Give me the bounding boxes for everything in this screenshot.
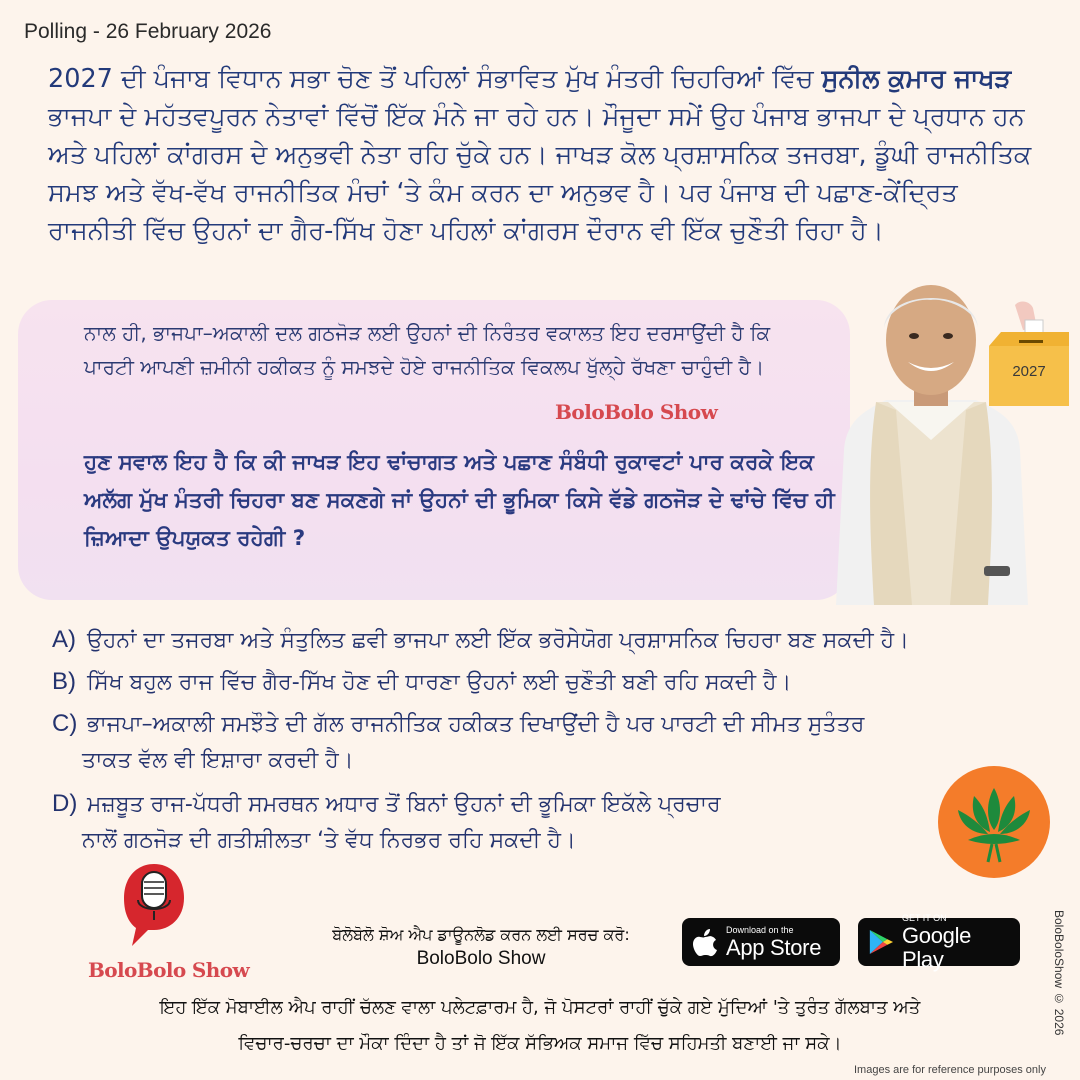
- option-text: ਉਹਨਾਂ ਦਾ ਤਜਰਬਾ ਅਤੇ ਸੰਤੁਲਿਤ ਛਵੀ ਭਾਜਪਾ ਲਈ ਇੱਕ ਭਰੋਸੇਯੋਗ ਪ੍ਰਸ਼ਾਸਨਿਕ ਚਿਹਰਾ ਬਣ ਸਕਦੀ ਹੈ।: [87, 628, 909, 653]
- option-letter: B): [52, 668, 76, 695]
- intro-rest: ਭਾਜਪਾ ਦੇ ਮਹੱਤਵਪੂਰਨ ਨੇਤਾਵਾਂ ਵਿੱਚੋਂ ਇੱਕ ਮੰਨੇ ਜਾ ਰਹੇ ਹਨ। ਮੌਜੂਦਾ ਸਮੇਂ ਉਹ ਪੰਜਾਬ ਭਾਜਪਾ ਦੇ ਪ੍ਰਧਾਨ ਹਨ ਅਤੇ ਪਹਿਲਾਂ ਕਾਂਗਰਸ ਦੇ ਅਨੁਭਵੀ ਨੇਤਾ ਰਹਿ ਚੁੱਕੇ ਹਨ। ਜਾਖੜ ਕੋਲ ਪ੍ਰਸ਼ਾਸਨਿਕ ਤਜਰਬਾ, ਡੂੰਘੀ ਰਾਜਨੀਤਿਕ ਸਮਝ ਅਤੇ ਵੱਖ-ਵੱਖ ਰਾਜਨੀਤਿਕ ਮੰਚਾਂ ‘ਤੇ ਕੰਮ ਕਰਨ ਦਾ ਅਨੁਭਵ ਹੈ। ਪਰ ਪੰਜਾਬ ਦੀ ਪਛਾਣ-ਕੇਂਦ੍ਰਿਤ ਰਾਜਨੀਤੀ ਵਿੱਚ ਉਹਨਾਂ ਦਾ ਗੈਰ-ਸਿੱਖ ਹੋਣਾ ਪਹਿਲਾਂ ਕਾਂਗਰਸ ਦੌਰਾਨ ਵੀ ਇੱਕ ਚੁਣੌਤੀ ਰਿਹਾ ਹੈ।: [48, 102, 1032, 246]
- option-text-cont: ਨਾਲੋਂ ਗਠਜੋੜ ਦੀ ਗਤੀਸ਼ੀਲਤਾ ‘ਤੇ ਵੱਧ ਨਿਰਭਰ ਰਹਿ ਸਕਦੀ ਹੈ।: [82, 828, 576, 853]
- brand-logo-text: BoloBolo Show: [88, 958, 250, 982]
- option-a[interactable]: [52, 622, 1042, 659]
- option-letter: D): [52, 790, 78, 817]
- option-d[interactable]: [52, 786, 1042, 859]
- intro-lead: 2027 ਦੀ ਪੰਜਾਬ ਵਿਧਾਨ ਸਭਾ ਚੋਣ ਤੋਂ ਪਹਿਲਾਂ ਸੰਭਾਵਿਤ ਮੁੱਖ ਮੰਤਰੀ ਚਿਹਰਿਆਂ ਵਿੱਚ: [48, 64, 822, 94]
- poll-question: ਹੁਣ ਸਵਾਲ ਇਹ ਹੈ ਕਿ ਕੀ ਜਾਖੜ ਇਹ ਢਾਂਚਾਗਤ ਅਤੇ ਪਛਾਣ ਸੰਬੰਧੀ ਰੁਕਾਵਟਾਂ ਪਾਰ ਕਰਕੇ ਇਕ ਅਲੱਗ ਮੁੱਖ ਮੰਤਰੀ ਚਿਹਰਾ ਬਣ ਸਕਣਗੇ ਜਾਂ ਉਹਨਾਂ ਦੀ ਭੂਮਿਕਾ ਕਿਸੇ ਵੱਡੇ ਗਠਜੋੜ ਦੇ ਢਾਂਚੇ ਵਿੱਚ ਹੀ ਜ਼ਿਆਦਾ ਉਪਯੁਕਤ ਰਹੇਗੀ ?: [84, 450, 835, 551]
- brand-watermark: BoloBolo Show: [555, 400, 718, 424]
- bjp-lotus-icon: [938, 766, 1050, 878]
- footer-description: [60, 990, 1020, 1062]
- option-b[interactable]: [52, 664, 1042, 701]
- candidate-name: ਸੁਨੀਲ ਕੁਮਾਰ ਜਾਖੜ: [821, 64, 1012, 94]
- app-store-button[interactable]: [682, 918, 840, 966]
- download-prompt: ਬੋਲੋਬੋਲੋ ਸ਼ੋਅ ਐਪ ਡਾਊਨਲੋਡ ਕਰਨ ਲਈ ਸਰਚ ਕਰੋ:: [332, 925, 630, 944]
- app-store-small: Download on the: [726, 924, 794, 935]
- footer-line-2: ਵਿਚਾਰ-ਚਰਚਾ ਦਾ ਮੌਕਾ ਦਿੰਦਾ ਹੈ ਤਾਂ ਜੋ ਇੱਕ ਸੱਭਿਅਕ ਸਮਾਜ ਵਿੱਚ ਸਹਿਮਤੀ ਬਣਾਈ ਜਾ ਸਕੇ।: [238, 1033, 842, 1054]
- copyright: BoloBoloShow © 2026: [1052, 910, 1066, 1036]
- intro-paragraph: [48, 60, 1048, 250]
- option-c[interactable]: [52, 706, 1042, 779]
- footer-line-1: ਇਹ ਇੱਕ ਮੋਬਾਈਲ ਐਪ ਰਾਹੀਂ ਚੱਲਣ ਵਾਲਾ ਪਲੇਟਫ਼ਾਰਮ ਹੈ, ਜੋ ਪੋਸਟਰਾਂ ਰਾਹੀਂ ਚੁੱਕੇ ਗਏ ਮੁੱਦਿਆਂ 'ਤੇ ਤੁਰੰਤ ਗੱਲਬਾਤ ਅਤੇ: [159, 997, 921, 1018]
- ballot-box-label: 2027: [1012, 363, 1046, 380]
- google-play-icon: [868, 927, 894, 957]
- disclaimer: Images are for reference purposes only: [854, 1064, 1046, 1076]
- option-text: ਮਜ਼ਬੂਤ ਰਾਜ-ਪੱਧਰੀ ਸਮਰਥਨ ਅਧਾਰ ਤੋਂ ਬਿਨਾਂ ਉਹਨਾਂ ਦੀ ਭੂਮਿਕਾ ਇਕੱਲੇ ਪ੍ਰਚਾਰ: [87, 792, 721, 817]
- google-play-small: GET IT ON: [901, 912, 947, 923]
- google-play-label: Google Play: [901, 922, 972, 972]
- option-letter: C): [52, 710, 78, 737]
- option-letter: A): [52, 626, 76, 653]
- leader-photo: [826, 270, 1036, 605]
- option-text: ਸਿੱਖ ਬਹੁਲ ਰਾਜ ਵਿੱਚ ਗੈਰ-ਸਿੱਖ ਹੋਣ ਦੀ ਧਾਰਣਾ ਉਹਨਾਂ ਲਈ ਚੁਣੌਤੀ ਬਣੀ ਰਹਿ ਸਕਦੀ ਹੈ।: [87, 670, 792, 695]
- app-store-label: App Store: [726, 934, 822, 960]
- option-text: ਭਾਜਪਾ–ਅਕਾਲੀ ਸਮਝੌਤੇ ਦੀ ਗੱਲ ਰਾਜਨੀਤਿਕ ਹਕੀਕਤ ਦਿਖਾਉਂਦੀ ਹੈ ਪਰ ਪਾਰਟੀ ਦੀ ਸੀਮਤ ਸੁਤੰਤਰ: [87, 712, 865, 737]
- download-app-name: BoloBolo Show: [416, 948, 546, 969]
- google-play-button[interactable]: [858, 912, 1020, 972]
- apple-icon: [692, 927, 718, 957]
- option-text-cont: ਤਾਕਤ ਵੱਲ ਵੀ ਇਸ਼ਾਰਾ ਕਰਦੀ ਹੈ।: [82, 748, 354, 773]
- poll-date: Polling - 26 February 2026: [24, 20, 272, 43]
- bubble-paragraph: ਨਾਲ ਹੀ, ਭਾਜਪਾ–ਅਕਾਲੀ ਦਲ ਗਠਜੋੜ ਲਈ ਉਹਨਾਂ ਦੀ ਨਿਰੰਤਰ ਵਕਾਲਤ ਇਹ ਦਰਸਾਉਂਦੀ ਹੈ ਕਿ ਪਾਰਟੀ ਆਪਣੀ ਜ਼ਮੀਨੀ ਹਕੀਕਤ ਨੂੰ ਸਮਝਦੇ ਹੋਏ ਰਾਜਨੀਤਿਕ ਵਿਕਲਪ ਖੁੱਲ੍ਹੇ ਰੱਖਣਾ ਚਾਹੁੰਦੀ ਹੈ।: [84, 321, 771, 379]
- microphone-icon: [118, 858, 188, 950]
